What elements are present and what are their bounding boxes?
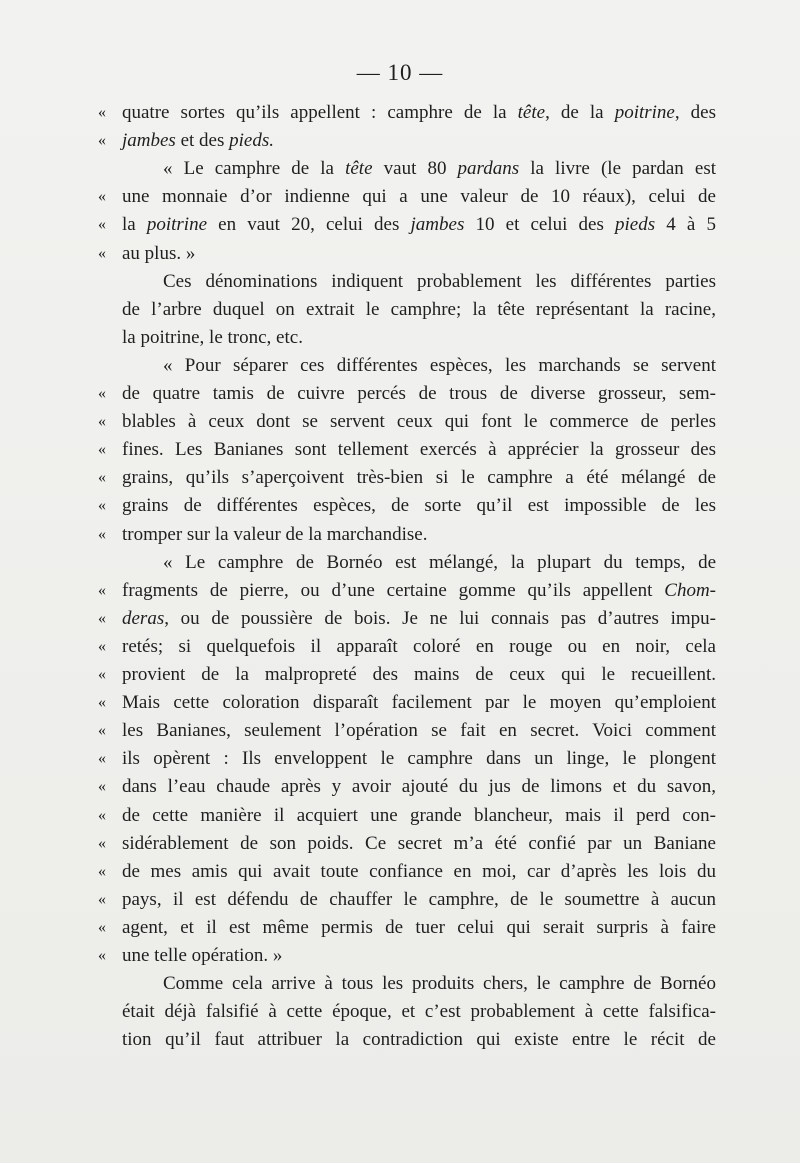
text-line <box>122 998 716 1026</box>
text-line <box>98 661 716 689</box>
quote-mark: « <box>98 413 106 431</box>
text-run: retés; si quelquefois il apparaît coloré en rouge ou en noir, cela <box>122 635 716 657</box>
italic-term: tête <box>517 102 546 123</box>
text-run: agent, et il est même permis de tuer celui qui serait surpris à faire <box>122 916 716 938</box>
text-run: , ou de poussière de bois. Je ne lui connais pas d’autres impu- <box>164 607 716 629</box>
text-line <box>98 830 716 858</box>
text-line <box>98 577 716 605</box>
italic-term: tête <box>345 158 373 180</box>
quote-mark: « <box>98 497 106 515</box>
italic-term: pieds. <box>229 130 274 152</box>
text-run: de quatre tamis de cuivre percés de trous de diverse grosseur, sem- <box>122 383 716 404</box>
text-run: pays, il est défendu de chauffer le camphre, de le soumettre à aucun <box>122 888 716 910</box>
text-line <box>122 296 716 324</box>
quote-mark: « <box>98 609 106 627</box>
text-run: tromper sur la valeur de la marchandise. <box>122 523 428 545</box>
text-run: Ces dénominations indiquent probablement les différentes parties <box>163 270 716 292</box>
text-run: provient de la malpropreté des mains de ceux qui le recueillent. <box>122 664 716 685</box>
text-line <box>98 492 716 520</box>
text-line <box>98 858 716 886</box>
italic-term: poitrine <box>614 102 675 123</box>
text-line <box>98 436 716 464</box>
text-run: au plus. » <box>122 242 196 264</box>
text-run: quatre sortes qu’ils appellent : camphre de la <box>122 102 518 123</box>
quote-mark: « <box>98 104 106 121</box>
text-run: vaut 80 <box>372 158 458 180</box>
text-run: ils opèrent : Ils enveloppent le camphre dans un linge, le plongent <box>122 748 716 770</box>
text-line <box>98 717 716 745</box>
text-run: « Pour séparer ces différentes espèces, les marchands se servent <box>163 354 716 376</box>
italic-term: jambes <box>122 130 176 152</box>
text-line <box>98 211 716 239</box>
text-line <box>98 99 717 127</box>
quote-mark: « <box>98 469 106 487</box>
text-line <box>98 886 716 914</box>
text-run: la <box>122 214 147 236</box>
text-line <box>98 802 716 830</box>
text-line <box>98 745 716 773</box>
italic-term: deras <box>122 607 165 629</box>
quote-mark: « <box>98 525 106 543</box>
text-line <box>98 942 716 970</box>
text-run: de l’arbre duquel on extrait le camphre; la tête représentant la racine, <box>122 298 716 320</box>
text-run: grains, qu’ils s’aperçoivent très-bien si le camphre a été mélangé de <box>122 467 716 489</box>
quote-mark: « <box>98 722 106 740</box>
text-run: « Le camphre de Bornéo est mélangé, la plupart du temps, de <box>163 551 716 573</box>
text-line <box>122 324 716 352</box>
text-run: en vaut 20, celui des <box>207 214 411 236</box>
text-line <box>98 914 716 942</box>
text-run: dans l’eau chaude après y avoir ajouté du jus de limons et du savon, <box>122 776 716 798</box>
italic-term: jambes <box>410 214 465 236</box>
text-line <box>98 689 716 717</box>
text-line <box>98 408 716 436</box>
quote-mark: « <box>98 581 106 599</box>
page-number: — 10 — <box>356 60 444 85</box>
quote-mark: « <box>98 806 106 824</box>
text-line <box>163 268 716 296</box>
italic-term: pieds <box>615 214 656 236</box>
italic-term: Chom- <box>664 579 716 601</box>
quote-mark: « <box>98 750 106 768</box>
text-line <box>163 970 716 998</box>
text-run: « Le camphre de la <box>163 158 346 180</box>
quote-mark: « <box>98 890 106 908</box>
text-run: de cette manière il acquiert une grande blancheur, mais il perd con- <box>122 804 716 826</box>
text-run: sidérablement de son poids. Ce secret m’a été confié par un Baniane <box>122 832 716 854</box>
text-line <box>98 633 716 661</box>
text-line <box>98 183 716 211</box>
text-run: , de la <box>545 102 615 123</box>
quote-mark: « <box>98 918 106 936</box>
text-line <box>163 352 716 380</box>
text-line <box>98 127 716 155</box>
text-line <box>98 240 716 268</box>
quote-mark: « <box>98 778 106 796</box>
quote-mark: « <box>98 441 106 459</box>
text-run: fragments de pierre, ou d’une certaine gomme qu’ils appellent <box>122 579 665 601</box>
quote-mark: « <box>98 666 106 683</box>
text-run: 4 à 5 <box>655 214 716 236</box>
text-line <box>98 521 716 549</box>
italic-term: poitrine <box>146 214 208 236</box>
text-run: de mes amis qui avait toute confiance en moi, car d’après les lois du <box>122 860 716 882</box>
quote-mark: « <box>98 216 106 234</box>
text-run: la poitrine, le tronc, etc. <box>122 326 303 348</box>
text-run: blables à ceux dont se servent ceux qui font le commerce de perles <box>122 411 716 433</box>
quote-mark: « <box>98 834 106 852</box>
text-run: grains de différentes espèces, de sorte qu’il est impossible de les <box>122 495 716 517</box>
quote-mark: « <box>98 132 106 150</box>
text-line <box>98 464 716 492</box>
quote-mark: « <box>98 188 106 206</box>
text-run: était déjà falsifié à cette époque, et c’est probablement à cette falsifica- <box>122 1001 716 1023</box>
quote-mark: « <box>98 637 106 655</box>
text-run: , des <box>674 102 717 123</box>
text-run: les Banianes, seulement l’opération se fait en secret. Voici comment <box>122 720 716 742</box>
text-line <box>163 155 716 183</box>
text-line <box>98 605 716 633</box>
quote-mark: « <box>98 862 106 880</box>
text-run: 10 et celui des <box>464 214 616 236</box>
text-run: fines. Les Banianes sont tellement exercés à apprécier la grosseur des <box>122 439 716 461</box>
text-line <box>98 773 716 801</box>
quote-mark: « <box>98 385 106 402</box>
text-line <box>122 1026 716 1054</box>
quote-mark: « <box>98 244 106 262</box>
text-run: et des <box>175 130 230 152</box>
quote-mark: « <box>98 947 106 964</box>
text-line <box>163 549 716 577</box>
italic-term: pardans <box>457 158 520 180</box>
text-run: la livre (le pardan est <box>519 158 717 180</box>
quote-mark: « <box>98 694 106 712</box>
text-run: tion qu’il faut attribuer la contradiction qui existe entre le récit de <box>122 1029 716 1051</box>
text-run: une telle opération. » <box>122 945 283 966</box>
text-run: Mais cette coloration disparaît facilement par le moyen qu’emploient <box>122 692 716 714</box>
text-run: Comme cela arrive à tous les produits chers, le camphre de Bornéo <box>163 973 716 995</box>
text-run: une monnaie d’or indienne qui a une valeur de 10 réaux), celui de <box>122 186 716 208</box>
text-line <box>98 380 716 408</box>
